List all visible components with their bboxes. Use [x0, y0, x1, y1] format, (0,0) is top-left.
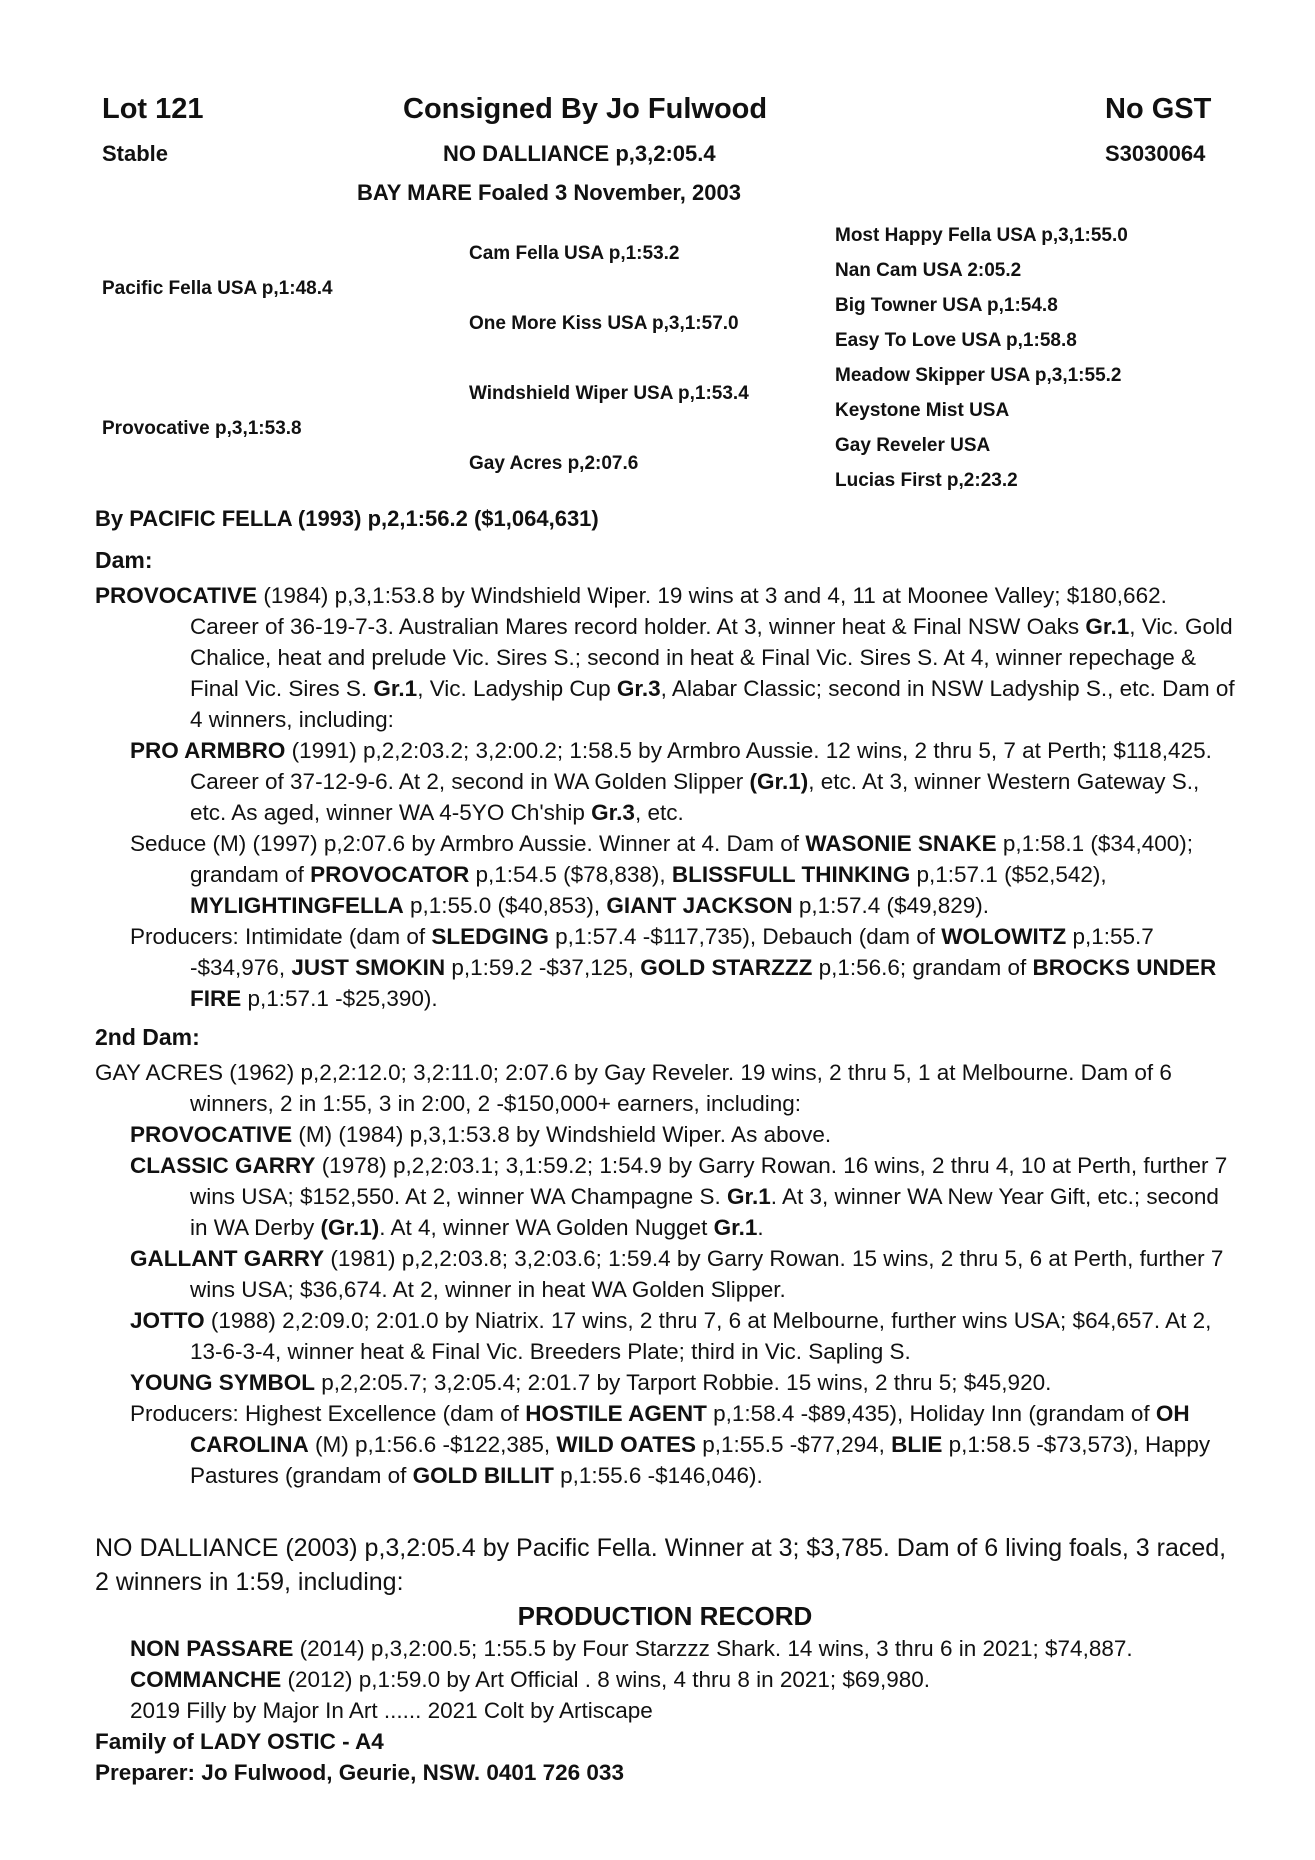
- production-commanche: COMMANCHE (2012) p,1:59.0 by Art Official . 8 wins, 4 thru 8 in 2021; $69,980.: [130, 1667, 930, 1692]
- dam-progeny-pro-armbro: PRO ARMBRO (1991) p,2,2:03.2; 3,2:00.2; 1:58.5 by Armbro Aussie. 12 wins, 2 thru 5, 7 at Perth; $118,425. Career of 37-12-9-6. At 2, second in WA Golden Slipper (Gr.1), etc. At 3, winner Western Gateway S., etc. As aged, winner WA 4-5YO Ch'ship Gr.3, etc.: [130, 738, 1212, 825]
- pedigree-sire-dam: One More Kiss USA p,3,1:57.0: [469, 313, 739, 334]
- horse-id: S3030064: [1105, 141, 1206, 166]
- production-foals: 2019 Filly by Major In Art ...... 2021 Colt by Artiscape: [130, 1698, 653, 1723]
- stable-label: Stable: [102, 141, 169, 166]
- horse-description: BAY MARE Foaled 3 November, 2003: [357, 180, 741, 205]
- pedigree-g4: Easy To Love USA p,1:58.8: [835, 330, 1077, 351]
- pedigree-g3: Big Towner USA p,1:54.8: [835, 295, 1058, 316]
- pedigree-g2: Nan Cam USA 2:05.2: [835, 260, 1022, 281]
- second-dam-progeny-provocative: PROVOCATIVE (M) (1984) p,3,1:53.8 by Windshield Wiper. As above.: [130, 1122, 832, 1147]
- sire-by-line: By PACIFIC FELLA (1993) p,2,1:56.2 ($1,064,631): [95, 506, 599, 531]
- second-dam-progeny-young-symbol: YOUNG SYMBOL p,2,2:05.7; 3,2:05.4; 2:01.7 by Tarport Robbie. 15 wins, 2 thru 5; $45,920.: [130, 1370, 1052, 1395]
- catalogue-body: [95, 545, 1235, 1788]
- lot-number: Lot 121: [102, 93, 204, 125]
- pedigree-dam: Provocative p,3,1:53.8: [102, 418, 302, 439]
- production-record-title: PRODUCTION RECORD: [517, 1601, 813, 1631]
- pedigree-sire-sire: Cam Fella USA p,1:53.2: [469, 243, 680, 264]
- second-dam-progeny-jotto: JOTTO (1988) 2,2:09.0; 2:01.0 by Niatrix. 17 wins, 2 thru 7, 6 at Melbourne, further wins USA; $64,657. At 2, 13-6-3-4, winner heat & Final Vic. Breeders Plate; third in Vic. Sapling S.: [130, 1308, 1212, 1364]
- second-dam-progeny-classic-garry: CLASSIC GARRY (1978) p,2,2:03.1; 3,1:59.2; 1:54.9 by Garry Rowan. 16 wins, 2 thru 4, 10 at Perth, further 7 wins USA; $152,550. At 2, winner WA Champagne S. Gr.1. At 3, winner WA New Year Gift, etc.; second in WA Derby (Gr.1). At 4, winner WA Golden Nugget Gr.1.: [130, 1153, 1228, 1240]
- dam-paragraph: PROVOCATIVE (1984) p,3,1:53.8 by Windshield Wiper. 19 wins at 3 and 4, 11 at Moonee Valley; $180,662. Career of 36-19-7-3. Australian Mares record holder. At 3, winner heat & Final NSW Oaks Gr.1, Vic. Gold Chalice, heat and prelude Vic. Sires S.; second in heat & Final Vic. Sires S. At 4, winner repechage & Final Vic. Sires S. Gr.1, Vic. Ladyship Cup Gr.3, Alabar Classic; second in NSW Ladyship S., etc. Dam of 4 winners, including:: [95, 583, 1235, 732]
- second-dam-producers: Producers: Highest Excellence (dam of HOSTILE AGENT p,1:58.4 -$89,435), Holiday Inn (grandam of OH CAROLINA (M) p,1:56.6 -$122,385, WILD OATES p,1:55.5 -$77,294, BLIE p,1:58.5 -$73,573), Happy Pastures (grandam of GOLD BILLIT p,1:55.6 -$146,046).: [130, 1401, 1211, 1488]
- second-dam-paragraph: GAY ACRES (1962) p,2,2:12.0; 3,2:11.0; 2:07.6 by Gay Reveler. 19 wins, 2 thru 5, 1 at Melbourne. Dam of 6 winners, 2 in 1:55, 3 in 2:00, 2 -$150,000+ earners, including:: [95, 1060, 1172, 1116]
- dam-label: Dam:: [95, 547, 153, 573]
- pedigree-g7: Gay Reveler USA: [835, 435, 991, 456]
- consignor: Consigned By Jo Fulwood: [403, 93, 768, 125]
- pedigree-dam-sire: Windshield Wiper USA p,1:53.4: [469, 383, 749, 404]
- horse-name: NO DALLIANCE p,3,2:05.4: [443, 141, 716, 166]
- preparer-line: Preparer: Jo Fulwood, Geurie, NSW. 0401 726 033: [95, 1760, 624, 1785]
- dam-progeny-seduce: Seduce (M) (1997) p,2:07.6 by Armbro Aussie. Winner at 4. Dam of WASONIE SNAKE p,1:58.1 ($34,400); grandam of PROVOCATOR p,1:54.5 ($78,838), BLISSFULL THINKING p,1:57.1 ($52,542), MYLIGHTINGFELLA p,1:55.0 ($40,853), GIANT JACKSON p,1:57.4 ($49,829).: [130, 831, 1193, 918]
- no-dalliance-summary: NO DALLIANCE (2003) p,3,2:05.4 by Pacific Fella. Winner at 3; $3,785. Dam of 6 living foals, 3 raced, 2 winners in 1:59, including:: [95, 1534, 1227, 1596]
- second-dam-label: 2nd Dam:: [95, 1024, 200, 1050]
- pedigree-g5: Meadow Skipper USA p,3,1:55.2: [835, 365, 1122, 386]
- gst-status: No GST: [1105, 93, 1212, 125]
- pedigree-sire: Pacific Fella USA p,1:48.4: [102, 278, 333, 299]
- pedigree-g8: Lucias First p,2:23.2: [835, 470, 1018, 491]
- production-non-passare: NON PASSARE (2014) p,3,2:00.5; 1:55.5 by Four Starzzz Shark. 14 wins, 3 thru 6 in 2021; $74,887.: [130, 1636, 1133, 1661]
- pedigree-g1: Most Happy Fella USA p,3,1:55.0: [835, 225, 1128, 246]
- second-dam-progeny-gallant-garry: GALLANT GARRY (1981) p,2,2:03.8; 3,2:03.6; 1:59.4 by Garry Rowan. 15 wins, 2 thru 5, 6 at Perth, further 7 wins USA; $36,674. At 2, winner in heat WA Golden Slipper.: [130, 1246, 1224, 1302]
- pedigree-g6: Keystone Mist USA: [835, 400, 1010, 421]
- family-line: Family of LADY OSTIC - A4: [95, 1729, 384, 1754]
- pedigree-dam-dam: Gay Acres p,2:07.6: [469, 453, 639, 474]
- dam-producers: Producers: Intimidate (dam of SLEDGING p,1:57.4 -$117,735), Debauch (dam of WOLOWITZ p,1:55.7 -$34,976, JUST SMOKIN p,1:59.2 -$37,125, GOLD STARZZZ p,1:56.6; grandam of BROCKS UNDER FIRE p,1:57.1 -$25,390).: [130, 924, 1217, 1011]
